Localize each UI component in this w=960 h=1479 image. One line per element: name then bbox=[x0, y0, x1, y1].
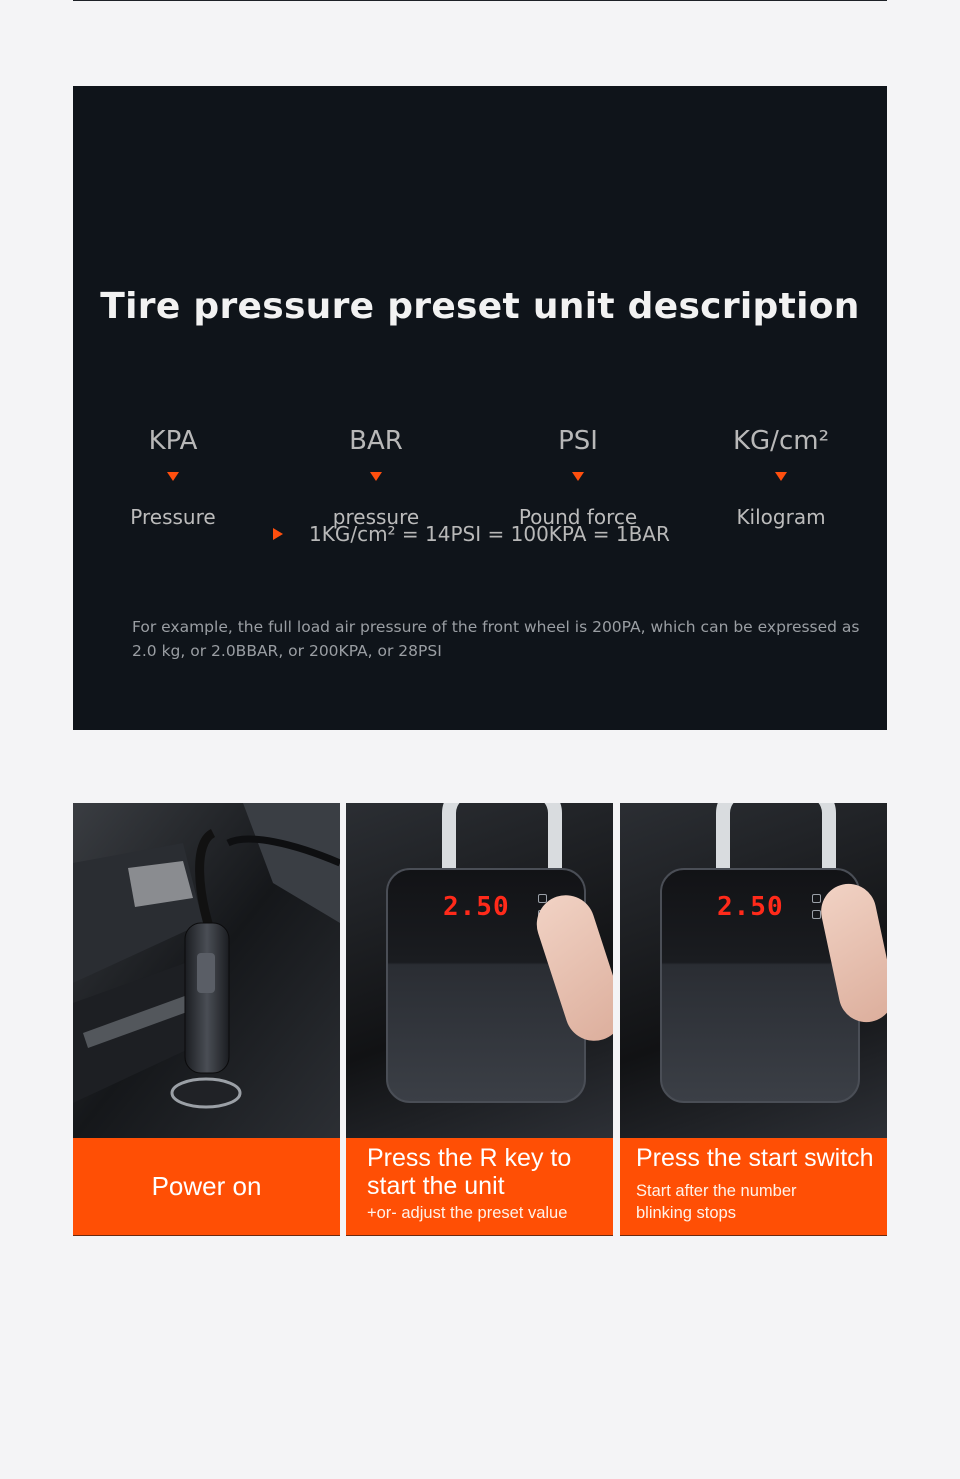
car-interior-illustration bbox=[73, 803, 340, 1138]
pressure-display: 2.50 bbox=[717, 892, 784, 922]
start-switch-icon bbox=[812, 894, 821, 903]
unit-desc: Pound force bbox=[518, 505, 638, 529]
card-underline bbox=[620, 1235, 887, 1236]
unit-name: BAR bbox=[349, 426, 403, 456]
step-card-press-r bbox=[346, 803, 613, 1236]
step-subtitle bbox=[636, 1180, 797, 1224]
arrow-down-icon bbox=[167, 472, 179, 481]
unit-kpa bbox=[73, 424, 273, 531]
step-caption bbox=[73, 1138, 340, 1235]
unit-bar bbox=[276, 424, 476, 531]
unit-description-panel bbox=[73, 86, 887, 730]
pump-handle bbox=[442, 803, 562, 873]
step-subtitle: +or- adjust the preset value bbox=[367, 1204, 568, 1222]
step-title-line1: Press the R key to bbox=[367, 1144, 572, 1172]
arrow-down-icon bbox=[370, 472, 382, 481]
pump-handle bbox=[716, 803, 836, 873]
unit-name: PSI bbox=[558, 426, 598, 456]
step-card-power-on bbox=[73, 803, 340, 1236]
unit-kgcm2 bbox=[681, 424, 881, 531]
card-underline bbox=[346, 1235, 613, 1236]
arrow-down-icon bbox=[572, 472, 584, 481]
unit-desc: Kilogram bbox=[736, 505, 826, 529]
unit-desc: pressure bbox=[332, 505, 420, 529]
car-charger-image bbox=[73, 803, 340, 1138]
plus-minus-key-icon bbox=[812, 910, 821, 919]
step-caption bbox=[346, 1138, 613, 1235]
step-caption bbox=[620, 1138, 887, 1235]
unit-name: KG/cm² bbox=[732, 426, 829, 456]
step-title bbox=[367, 1144, 611, 1200]
conversion-equation: 1KG/cm² = 14PSI = 100KPA = 1BAR bbox=[309, 522, 670, 546]
step-subtitle-line2: blinking stops bbox=[636, 1204, 736, 1222]
step-title: Power on bbox=[151, 1171, 262, 1201]
pressure-display: 2.50 bbox=[443, 892, 510, 922]
card-underline bbox=[73, 1235, 340, 1236]
step-subtitle-line1: Start after the number bbox=[636, 1182, 797, 1200]
pump-image bbox=[346, 803, 613, 1138]
unit-psi bbox=[478, 424, 678, 531]
step-card-start bbox=[620, 803, 887, 1236]
top-divider bbox=[73, 0, 887, 1]
panel-title: Tire pressure preset unit description bbox=[100, 286, 860, 327]
pump-image bbox=[620, 803, 887, 1138]
step-title-line2: start the unit bbox=[367, 1172, 505, 1200]
conversion-row bbox=[273, 519, 670, 549]
unit-name: KPA bbox=[148, 426, 198, 456]
arrow-right-icon bbox=[273, 528, 283, 540]
step-title: Press the start switch bbox=[636, 1144, 874, 1172]
arrow-down-icon bbox=[775, 472, 787, 481]
unit-desc: Pressure bbox=[130, 505, 216, 529]
example-text: For example, the full load air pressure of the front wheel is 200PA, which can be expressed as 2.0 kg, or 2.0BBAR, or 200KPA, or 28PSI bbox=[132, 618, 860, 660]
